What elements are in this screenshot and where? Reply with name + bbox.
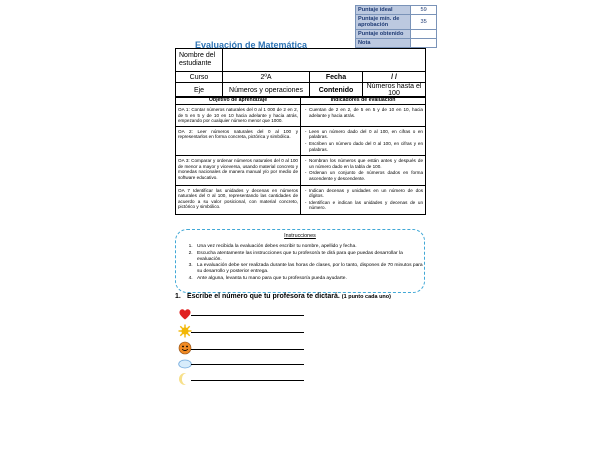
indicators-cell bbox=[301, 126, 426, 155]
answer-line[interactable] bbox=[191, 332, 304, 333]
axis-label: Eje bbox=[176, 83, 223, 98]
indicator-item: - Ordenan un conjunto de números dados en forma ascendente y descendente. bbox=[309, 170, 423, 181]
header-table bbox=[175, 48, 426, 98]
objective-text: OA 7 Identificar las unidades y decenas en números naturales del 0 al 100, representando las cantidades de acuerdo a su valor posicional, con material concreto, pictórico y simbólico. bbox=[176, 185, 301, 214]
answer-line[interactable] bbox=[191, 349, 304, 350]
answer-line[interactable] bbox=[191, 380, 304, 381]
instruction-item: 1. Una vez recibida la evaluación debes escribir tu nombre, apellido y fecha. bbox=[194, 244, 426, 250]
score-label: Nota bbox=[356, 39, 411, 48]
answer-line[interactable] bbox=[191, 364, 304, 365]
sun-icon bbox=[178, 324, 192, 338]
name-field[interactable] bbox=[223, 49, 426, 72]
instruction-item: 4. Ante alguna, levanta tu mano para que tu profesor/a pueda ayudarte. bbox=[194, 276, 426, 282]
question-points: (1 punto cada uno) bbox=[341, 294, 391, 300]
indicator-item: - Leen un número dado del 0 al 100, en cifras o en palabras. bbox=[309, 129, 423, 140]
cloud-icon bbox=[178, 356, 192, 370]
score-row bbox=[356, 39, 437, 48]
date-field[interactable]: / / bbox=[363, 72, 426, 83]
score-label: Puntaje obtenido bbox=[356, 30, 411, 39]
objective-row bbox=[176, 105, 426, 127]
objective-text: OA 2: Leer números naturales del 0 al 100 y representarlos en forma concreta, pictórica y simbólica. bbox=[176, 126, 301, 155]
indicator-item: - Cuentan de 2 en 2, de 5 en 5 y de 10 en 10, hacia adelante y hacia atrás. bbox=[309, 107, 423, 118]
objectives-table bbox=[175, 96, 426, 215]
instructions-title: Instrucciones bbox=[284, 233, 316, 239]
question-number: 1. bbox=[175, 293, 181, 300]
score-row bbox=[356, 30, 437, 39]
indicators-cell bbox=[301, 105, 426, 127]
moon-icon bbox=[178, 372, 192, 386]
score-label: Puntaje ideal bbox=[356, 6, 411, 15]
date-label: Fecha bbox=[310, 72, 363, 83]
name-label: Nombre del estudiante bbox=[176, 49, 223, 72]
course-label: Curso bbox=[176, 72, 223, 83]
score-value: 35 bbox=[411, 15, 437, 30]
content-value: Números hasta el 100 bbox=[363, 83, 426, 98]
score-value: 59 bbox=[411, 6, 437, 15]
indicators-col-header: Indicadores de evaluación bbox=[301, 97, 426, 105]
score-row bbox=[356, 15, 437, 30]
objective-row bbox=[176, 156, 426, 185]
instruction-item: 2. Escucha atentamente las instrucciones que tu profesor/a te dirá para que puedas desarrollar la evaluación. bbox=[194, 251, 426, 263]
indicator-item: - Indican decenas y unidades en un número de dos dígitos. bbox=[309, 188, 423, 199]
score-label: Puntaje mín. de aprobación bbox=[356, 15, 411, 30]
indicator-item: - Nombran los números que están antes y después de un número dado en la tabla de 100. bbox=[309, 158, 423, 169]
instructions-list bbox=[182, 244, 426, 283]
smiley-icon bbox=[178, 341, 192, 355]
objective-text: OA 3: Comparar y ordenar números naturales del 0 al 100 de menor a mayor y viceversa, usando material concreto y monedas nacionales de manera manual y/o por medio de software educativo. bbox=[176, 156, 301, 185]
heart-icon bbox=[178, 307, 192, 321]
score-row bbox=[356, 6, 437, 15]
page-title: Evaluación de Matemática bbox=[195, 40, 308, 50]
indicator-item: - Identifican e indican las unidades y decenas de un número. bbox=[309, 200, 423, 211]
indicator-item: - Escriben un número dado del 0 al 100, en cifras y en palabras. bbox=[309, 141, 423, 152]
objective-row bbox=[176, 126, 426, 155]
indicators-cell bbox=[301, 156, 426, 185]
objectives-col-header: Objetivo de aprendizaje bbox=[176, 97, 301, 105]
course-value: 2ºA bbox=[223, 72, 310, 83]
content-label: Contenido bbox=[310, 83, 363, 98]
indicators-cell bbox=[301, 185, 426, 214]
objective-row bbox=[176, 185, 426, 214]
score-value[interactable] bbox=[411, 39, 437, 48]
axis-value: Números y operaciones bbox=[223, 83, 310, 98]
question-1 bbox=[175, 293, 391, 300]
instruction-item: 3. La evaluación debe ser realizada durante las horas de clases, por lo tanto, dispones de 70 minutos para su desarrollo y posterior entrega. bbox=[194, 263, 426, 275]
score-value[interactable] bbox=[411, 30, 437, 39]
objective-text: OA 1: Contar números naturales del 0 al 1 000 de 2 en 2, de 5 en 5 y de 10 en 10 hacia adelante y hacia atrás, empezando por cualquier número menor que 1000. bbox=[176, 105, 301, 127]
answer-line[interactable] bbox=[191, 315, 304, 316]
instructions-box bbox=[175, 229, 425, 293]
question-text: Escribe el número que tu profesora te dictará. bbox=[186, 293, 340, 300]
score-table bbox=[355, 5, 437, 48]
